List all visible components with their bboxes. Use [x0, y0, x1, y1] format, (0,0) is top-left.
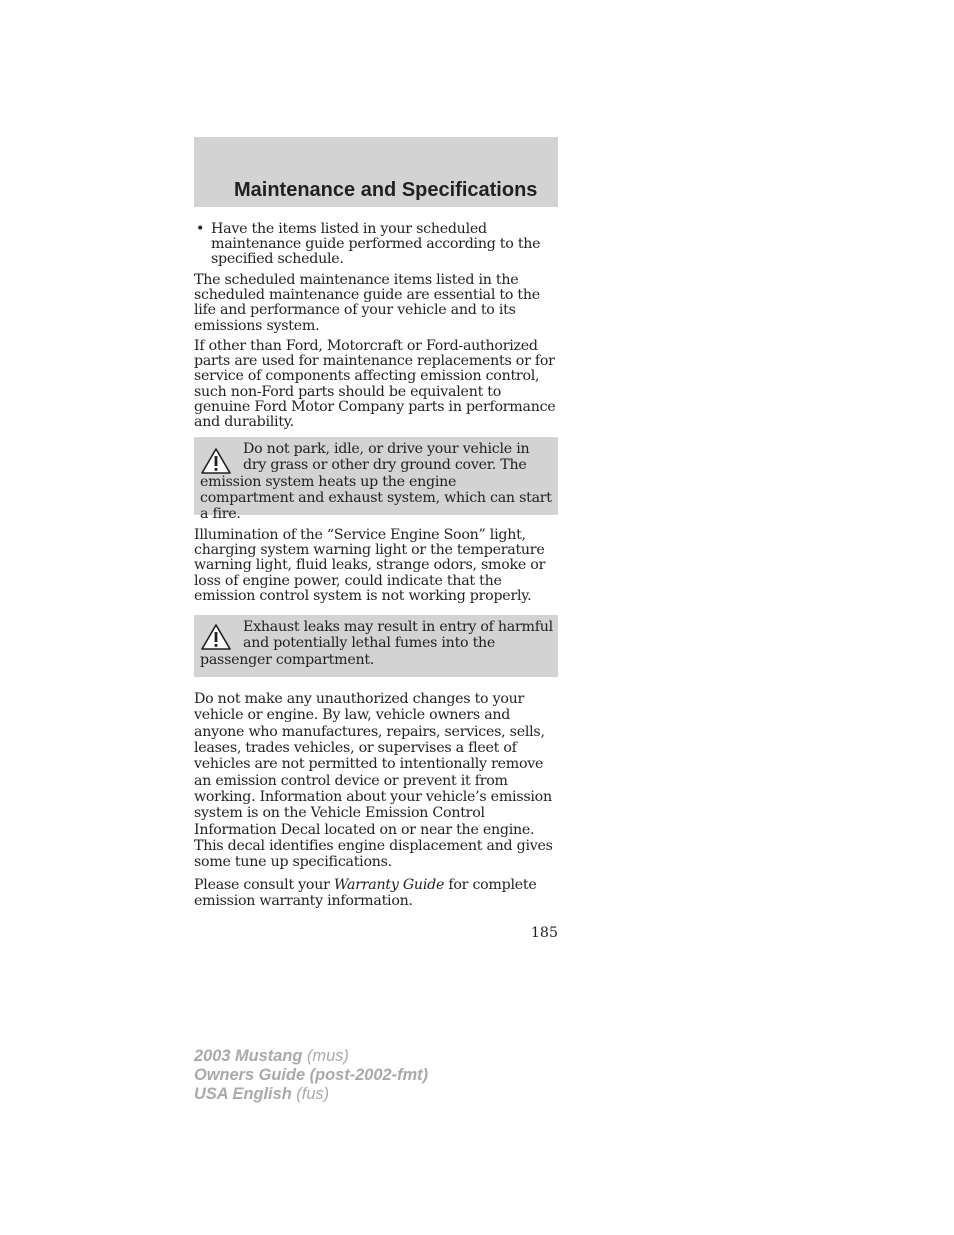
warning-exhaust-line2: and potentially lethal fumes into the [243, 635, 496, 652]
warranty-guide-title: Warranty Guide [333, 877, 445, 893]
footer-line-model [194, 1047, 594, 1066]
section-header [194, 137, 558, 207]
footer-language: USA English [194, 1084, 292, 1103]
warning-text-exhaust [200, 619, 554, 668]
paragraph-warranty-guide [194, 877, 560, 910]
warning-exhaust-rest: passenger compartment. [200, 651, 375, 668]
warranty-text-before: Please consult your [194, 877, 334, 893]
footer-model-code: (mus) [302, 1047, 349, 1065]
warning-fire-rest: emission system heats up the engine compartment and exhaust system, which can start a fire. [200, 473, 552, 523]
footer-model: 2003 Mustang [194, 1047, 303, 1065]
paragraph-unauthorized-changes: Do not make any unauthorized changes to your vehicle or engine. By law, vehicle owners and anyone who manufactures, repairs, services, sells, leases, trades vehicles, or supervises a fleet of vehicles are not permitted to intentionally remove an emission control device or prevent it from working. Information about your vehicle’s emission system is on the Vehicle Emission Control Information Decal located on or near the engine. This decal identifies engine displacement and gives some tune up specifications. [194, 691, 553, 871]
section-title: Maintenance and Specifications [234, 179, 538, 201]
footer-guide: Owners Guide (post-2002-fmt) [194, 1065, 429, 1084]
warning-box-exhaust [194, 615, 558, 677]
document-footer [194, 1047, 594, 1103]
warranty-text-after: for complete emission warranty information. [194, 877, 537, 910]
footer-language-code: (fus) [291, 1084, 330, 1103]
paragraph-scheduled-maintenance: The scheduled maintenance items listed in the scheduled maintenance guide are essential to the life and performance of your vehicle and to its emissions system. [194, 272, 540, 334]
warning-exhaust-line1: Exhaust leaks may result in entry of harmful [243, 619, 553, 635]
footer-line-language [194, 1085, 594, 1104]
warning-fire-line2: dry grass or other dry ground cover. The [243, 457, 527, 474]
warning-box-fire [194, 437, 558, 523]
warning-fire-line1: Do not park, idle, or drive your vehicle in [243, 441, 530, 457]
warning-text-fire [200, 441, 554, 522]
paragraph-service-engine-soon: Illumination of the “Service Engine Soon” light, charging system warning light or the temperature warning light, fluid leaks, strange odors, smoke or loss of engine power, could indicate that the emission control system is not working properly. [194, 527, 546, 604]
bullet-symbol: • [196, 221, 205, 237]
page-number: 185 [530, 925, 558, 941]
bullet-text: Have the items listed in your scheduled maintenance guide performed according to the specified schedule. [211, 221, 541, 268]
paragraph-non-ford-parts: If other than Ford, Motorcraft or Ford-authorized parts are used for maintenance replacements or for service of components affecting emission control, such non-Ford parts should be equivalent to genuine Ford Motor Company parts in performance and durability. [194, 338, 556, 431]
footer-line-guide [194, 1066, 594, 1085]
